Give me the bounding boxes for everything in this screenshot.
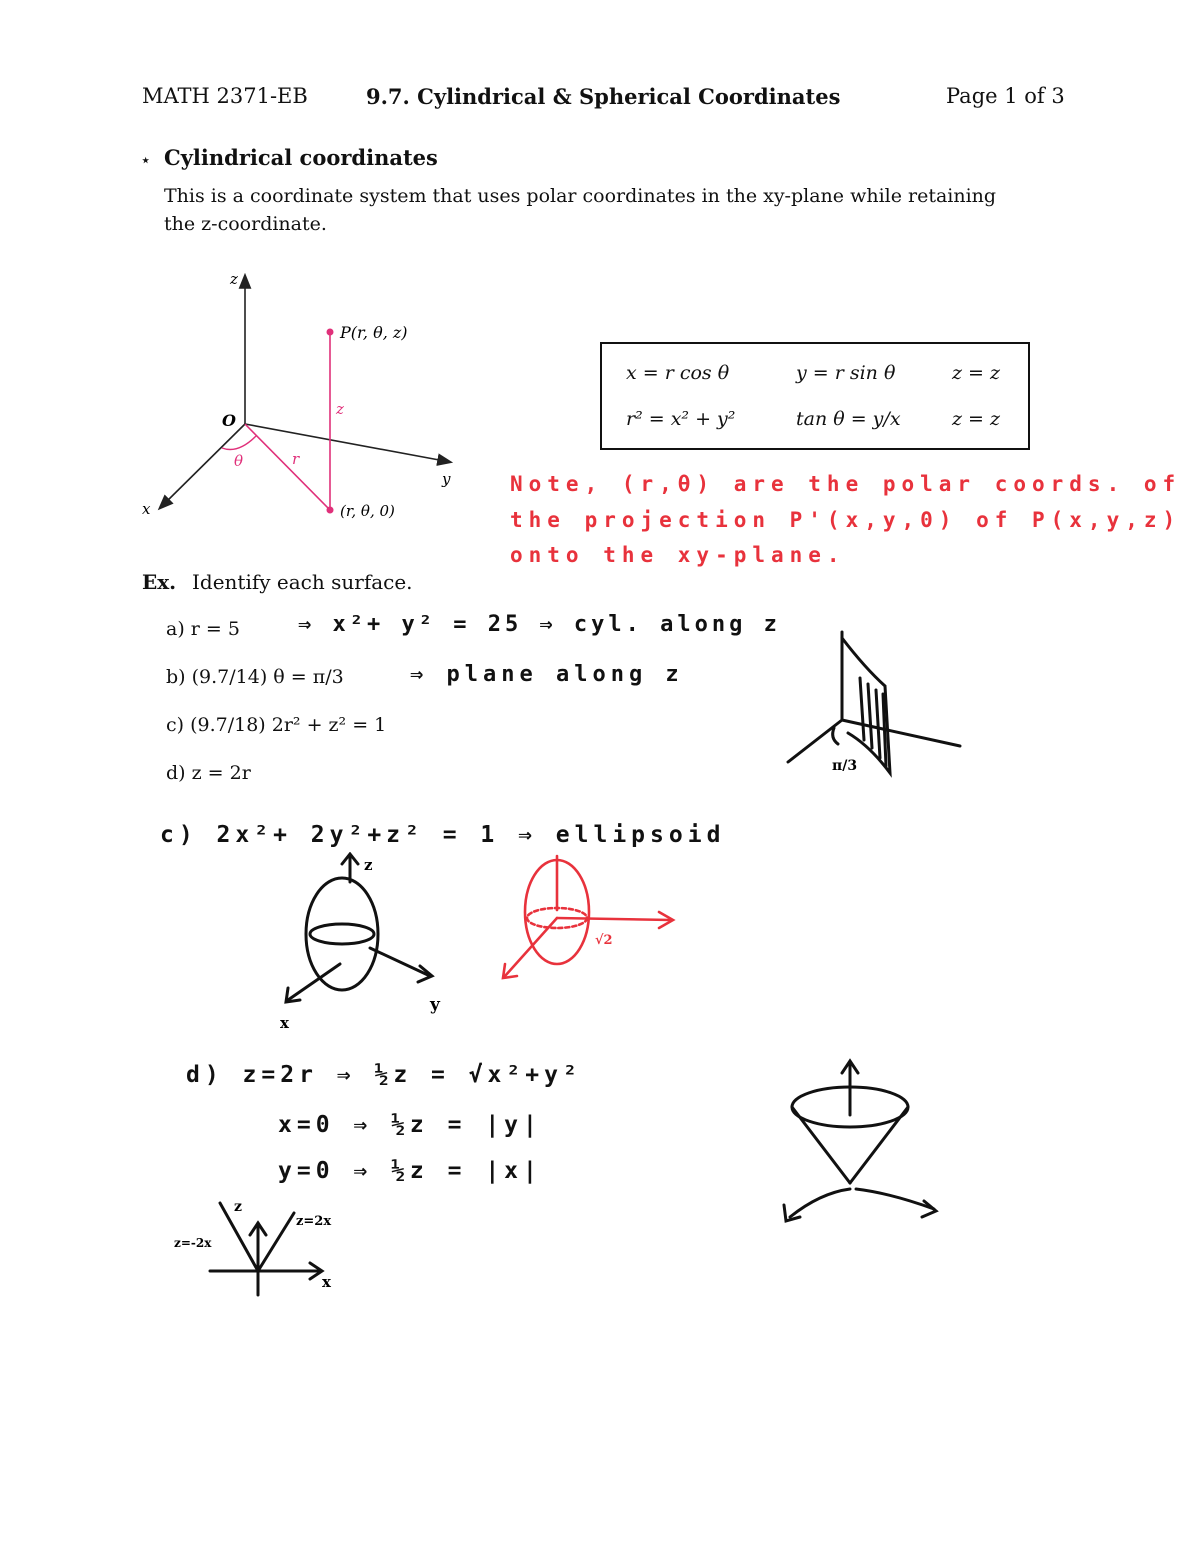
bullet-icon: ⋆ — [140, 150, 152, 171]
trace-left-label: z=-2x — [174, 1236, 212, 1250]
answer-d-line-2: x=0 ⇒ ½z = |y| — [278, 1112, 542, 1138]
trace-x-label: x — [322, 1273, 331, 1291]
trace-sketch — [170, 1195, 370, 1305]
y-axis-line — [245, 424, 450, 462]
note-line-3: onto the xy-plane. — [510, 543, 846, 567]
cylindrical-figure — [130, 262, 470, 532]
answer-d-line-1: d) z=2r ⇒ ½z = √x²+y² — [186, 1062, 582, 1088]
formula-z2: z = z — [952, 408, 1001, 430]
course-code: MATH 2371-EB — [142, 84, 308, 108]
formula-x: x = r cos θ — [626, 362, 730, 384]
theta-label: θ — [234, 452, 244, 470]
example-c: c) (9.7/18) 2r² + z² = 1 — [166, 714, 387, 736]
intro-line-1: This is a coordinate system that uses polar coordinates in the xy-plane while retaining — [164, 185, 997, 207]
example-prompt: Identify each surface. — [192, 570, 413, 594]
formula-y: y = r sin θ — [796, 362, 896, 384]
r-segment-label: r — [292, 450, 300, 468]
page-title: 9.7. Cylindrical & Spherical Coordinates — [366, 84, 841, 109]
cone-sketch — [770, 1055, 950, 1235]
example-b: b) (9.7/14) θ = π/3 — [166, 666, 344, 688]
note-line-1: Note, (r,θ) are the polar coords. of — [510, 472, 1182, 496]
ellipsoid-black-x-label: x — [280, 1014, 289, 1032]
answer-a: ⇒ x²+ y² = 25 ⇒ cyl. along z — [298, 612, 781, 637]
example-label: Ex. — [142, 570, 177, 594]
formula-box — [600, 342, 1030, 450]
answer-b: ⇒ plane along z — [410, 662, 684, 687]
projection-dot — [327, 507, 334, 514]
answer-d-line-3: y=0 ⇒ ½z = |x| — [278, 1158, 542, 1184]
plane-sketch — [780, 628, 970, 793]
z-axis-label: z — [230, 270, 238, 288]
ellipsoid-sketch-red — [495, 848, 685, 988]
section-heading: Cylindrical coordinates — [164, 145, 438, 170]
x-axis-line — [160, 424, 245, 508]
ellipsoid-sketch-black — [270, 852, 470, 1032]
page-number: Page 1 of 3 — [946, 84, 1065, 108]
point-p-dot — [327, 329, 334, 336]
z-segment-label: z — [336, 400, 344, 418]
point-p-label: P(r, θ, z) — [340, 323, 408, 342]
formula-tan: tan θ = y/x — [796, 408, 901, 430]
ellipsoid-red-sqrt-label: √2 — [595, 933, 613, 948]
intro-line-2: the z-coordinate. — [164, 213, 327, 235]
projection-label: (r, θ, 0) — [340, 502, 395, 520]
answer-c: c) 2x²+ 2y²+z² = 1 ⇒ ellipsoid — [160, 822, 726, 848]
formula-z: z = z — [952, 362, 1001, 384]
plane-sketch-label: π/3 — [832, 758, 858, 774]
formula-r-squared: r² = x² + y² — [626, 408, 736, 430]
y-axis-label: y — [442, 470, 451, 488]
note-line-2: the projection P'(x,y,0) of P(x,y,z) — [510, 508, 1182, 532]
ellipsoid-black-z-label: z — [364, 856, 373, 874]
ellipsoid-black-y-label: y — [430, 995, 440, 1015]
trace-right-label: z=2x — [296, 1214, 332, 1229]
example-a: a) r = 5 — [166, 618, 240, 640]
x-axis-label: x — [142, 500, 151, 518]
trace-z-label: z — [234, 1199, 242, 1215]
origin-label: O — [222, 411, 236, 430]
example-d: d) z = 2r — [166, 762, 251, 784]
